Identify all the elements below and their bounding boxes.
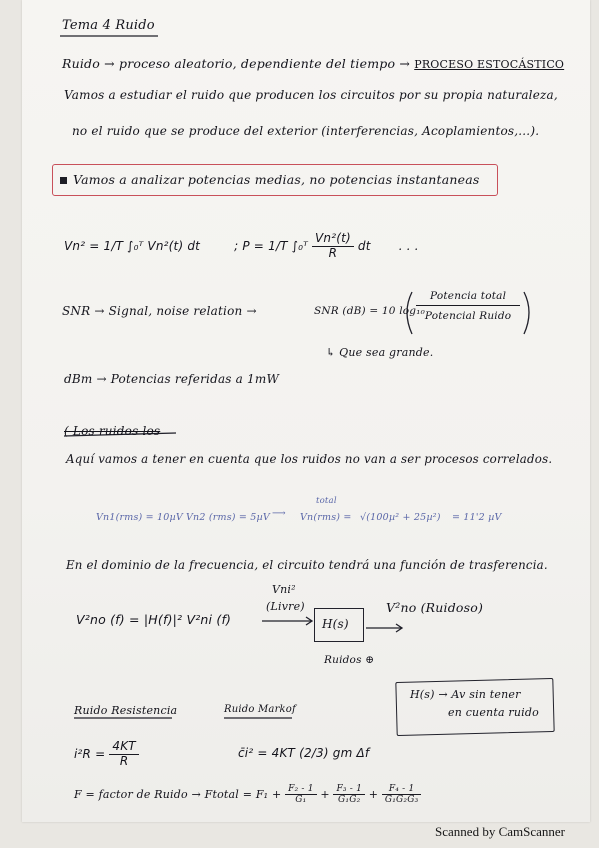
friis-term-2	[333, 784, 365, 806]
stochastic-process-label: PROCESO ESTOCÁSTICO	[414, 58, 565, 71]
continuation-dots: . . .	[398, 238, 419, 253]
study-line: Vamos a estudiar el ruido que producen los circuitos por su propia naturaleza,	[64, 88, 558, 102]
definition-text: Ruido → proceso aleatorio, dependiente del tiempo →	[62, 56, 411, 71]
friis-term-2-num: F₃ - 1	[333, 784, 365, 795]
resistor-noise-equation	[74, 740, 139, 769]
vni-sublabel: (Livre)	[266, 600, 305, 613]
vn-lhs: Vn² =	[64, 238, 100, 253]
ir-lhs: i²R =	[74, 746, 106, 761]
friis-term-2-den: G₁G₂	[338, 795, 361, 806]
p-fraction	[312, 232, 354, 261]
frequency-domain-line: En el dominio de la frecuencia, el circuito tendrá una función de trasferencia.	[66, 558, 548, 572]
dbm-definition: dBm → Potencias referidas a 1mW	[64, 372, 279, 386]
snr-note: ↳ Que sea grande.	[326, 346, 434, 359]
side-note-line2: en cuenta ruido	[448, 706, 539, 719]
exterior-line: no el ruido que se produce del exterior (interferencias, Acoplamientos,...).	[72, 124, 540, 138]
vn-integral: 1/T ∫₀ᵀ Vn²(t) dt	[103, 238, 201, 253]
pencil-v1: Vn1(rms) = 10µV	[96, 512, 183, 523]
snr-definition: SNR → Signal, noise relation →	[62, 304, 257, 318]
snr-denominator: Potencial Ruido	[424, 310, 512, 323]
transfer-block-label: H(s)	[322, 617, 349, 631]
ir-fraction	[109, 740, 138, 769]
pencil-arrow: ⟶	[272, 508, 286, 519]
correlated-line: Aquí vamos a tener en cuenta que los ruidos no van a ser procesos correlados.	[66, 452, 553, 466]
noise-factor-label: F = factor de Ruido → Ftotal = F₁ +	[74, 787, 282, 801]
friis-term-1-den: G₁	[295, 795, 307, 806]
p-integral: 1/T ∫₀ᵀ	[268, 238, 308, 253]
snr-numerator: Potencia total	[416, 290, 520, 306]
mean-power-equation	[64, 232, 419, 261]
noise-factor-line	[74, 784, 421, 806]
ir-numerator: 4KT	[109, 740, 138, 755]
struck-heading: ( Los ruidos los	[64, 424, 161, 438]
friis-plus-2: +	[368, 787, 379, 801]
p-lhs: ; P =	[234, 238, 265, 253]
p-denominator: R	[328, 245, 338, 260]
vno-label: V²no (Ruidoso)	[386, 600, 484, 615]
friis-term-1	[285, 784, 317, 806]
ruido-markof-heading: Ruido Markof	[224, 704, 296, 715]
side-note-line1: H(s) → Av sin tener	[410, 688, 521, 701]
friis-term-3-num: F₄ - 1	[382, 784, 422, 795]
note-text: Vamos a analizar potencias medias, no potencias instantaneas	[73, 172, 480, 187]
friis-term-3	[382, 784, 422, 806]
pencil-total-label: total	[316, 496, 337, 506]
markof-equation: c̄i² = 4KT (2/3) gm Δf	[238, 746, 370, 760]
snr-fraction	[416, 290, 520, 322]
page-title: Tema 4 Ruido	[62, 18, 155, 33]
vni-label: Vni²	[272, 583, 296, 596]
bullet-icon	[60, 177, 67, 184]
friis-term-1-num: F₂ - 1	[285, 784, 317, 795]
definition-line	[62, 56, 564, 71]
ruido-resistencia-heading: Ruido Resistencia	[74, 704, 178, 717]
pencil-vtotal: Vn(rms) =	[300, 512, 352, 523]
snr-formula: SNR (dB) = 10 log₁₀	[314, 305, 426, 317]
pencil-v2: Vn2 (rms) = 5µV	[186, 512, 270, 523]
friis-plus-1: +	[320, 787, 330, 801]
transfer-equation: V²no (f) = |H(f)|² V²ni (f)	[76, 612, 232, 627]
friis-term-3-den: G₁G₂G₃	[384, 795, 419, 806]
pencil-result: = 11'2 µV	[452, 512, 502, 523]
ir-denominator: R	[119, 753, 129, 768]
highlighted-note	[60, 172, 480, 187]
p-dt: dt	[357, 238, 371, 253]
p-numerator: Vn²(t)	[312, 232, 354, 247]
scanner-watermark: Scanned by CamScanner	[435, 824, 565, 839]
ruidos-label: Ruidos ⊕	[324, 654, 375, 666]
pencil-sqrt: √(100µ² + 25µ²)	[360, 512, 441, 523]
